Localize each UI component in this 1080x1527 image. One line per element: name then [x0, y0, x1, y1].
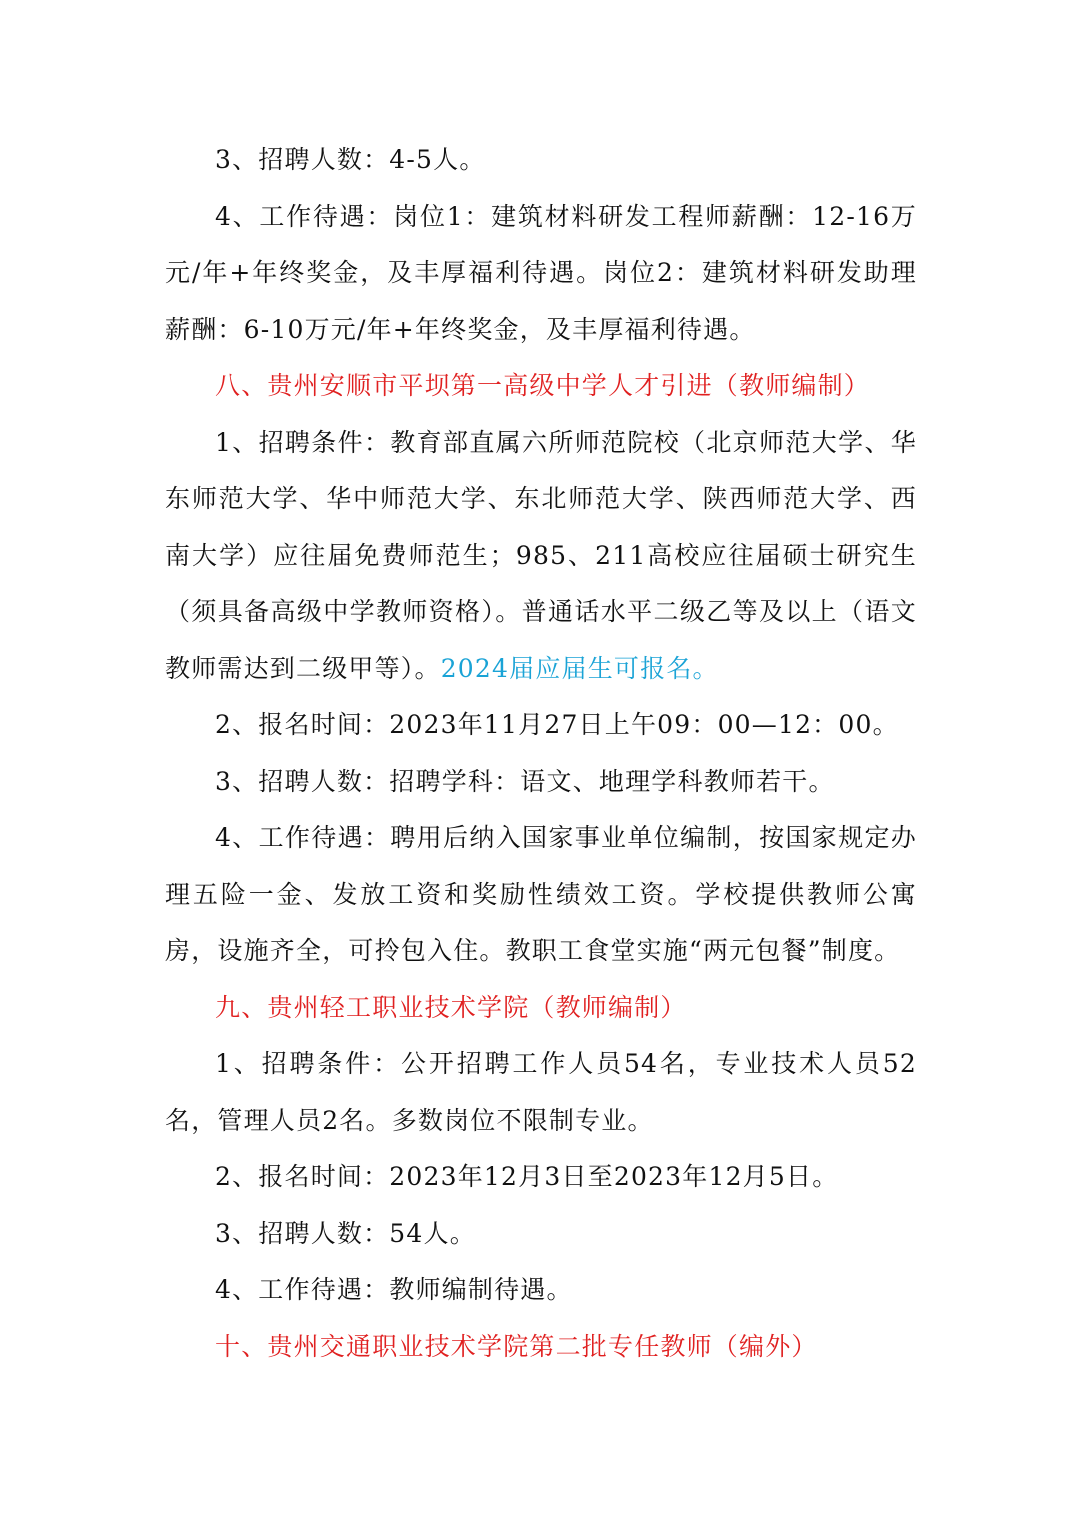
s8-benefits-paragraph: 4、工作待遇：聘用后纳入国家事业单位编制，按国家规定办理五险一金、发放工资和奖励性绩效工资。学校提供教师公寓房，设施齐全，可拎包入住。教职工食堂实施“两元包餐”制度。 [165, 823, 917, 965]
s7-benefits-paragraph: 4、工作待遇：岗位1：建筑材料研发工程师薪酬：12-16万元/年+年终奖金，及丰厚福利待遇。岗位2：建筑材料研发助理薪酬：6-10万元/年+年终奖金，及丰厚福利待遇。 [165, 201, 917, 344]
s8-conditions-paragraph [165, 415, 917, 698]
document-body [165, 132, 917, 1375]
s9-registration-paragraph: 2、报名时间：2023年12月3日至2023年12月5日。 [215, 1162, 839, 1191]
s9-heading: 九、贵州轻工职业技术学院（教师编制） [215, 992, 687, 1022]
s8-heading: 八、贵州安顺市平坝第一高级中学人才引进（教师编制） [215, 371, 871, 400]
s7-headcount-paragraph: 3、招聘人数：4-5人。 [215, 145, 486, 174]
s9-headcount-paragraph: 3、招聘人数：54人。 [215, 1218, 476, 1248]
s9-conditions-paragraph: 1、招聘条件：公开招聘工作人员54名，专业技术人员52名，管理人员2名。多数岗位不限制专业。 [165, 1049, 917, 1135]
s8-conditions-text: 1、招聘条件：教育部直属六所师范院校（北京师范大学、华东师范大学、华中师范大学、东北师范大学、陕西师范大学、西南大学）应往届免费师范生；985、211高校应往届硕士研究生（须具备高级中学教师资格）。普通话水平二级乙等及以上（语文教师需达到二级甲等）。 [165, 427, 917, 683]
s9-benefits-paragraph: 4、工作待遇：教师编制待遇。 [215, 1275, 573, 1304]
s10-heading: 十、贵州交通职业技术学院第二批专任教师（编外） [215, 1331, 818, 1361]
s8-headcount-paragraph: 3、招聘人数：招聘学科：语文、地理学科教师若干。 [215, 766, 835, 796]
s8-registration-paragraph: 2、报名时间：2023年11月27日上午09：00—12：00。 [215, 710, 899, 739]
s8-conditions-highlight: 2024届应届生可报名。 [440, 653, 719, 683]
